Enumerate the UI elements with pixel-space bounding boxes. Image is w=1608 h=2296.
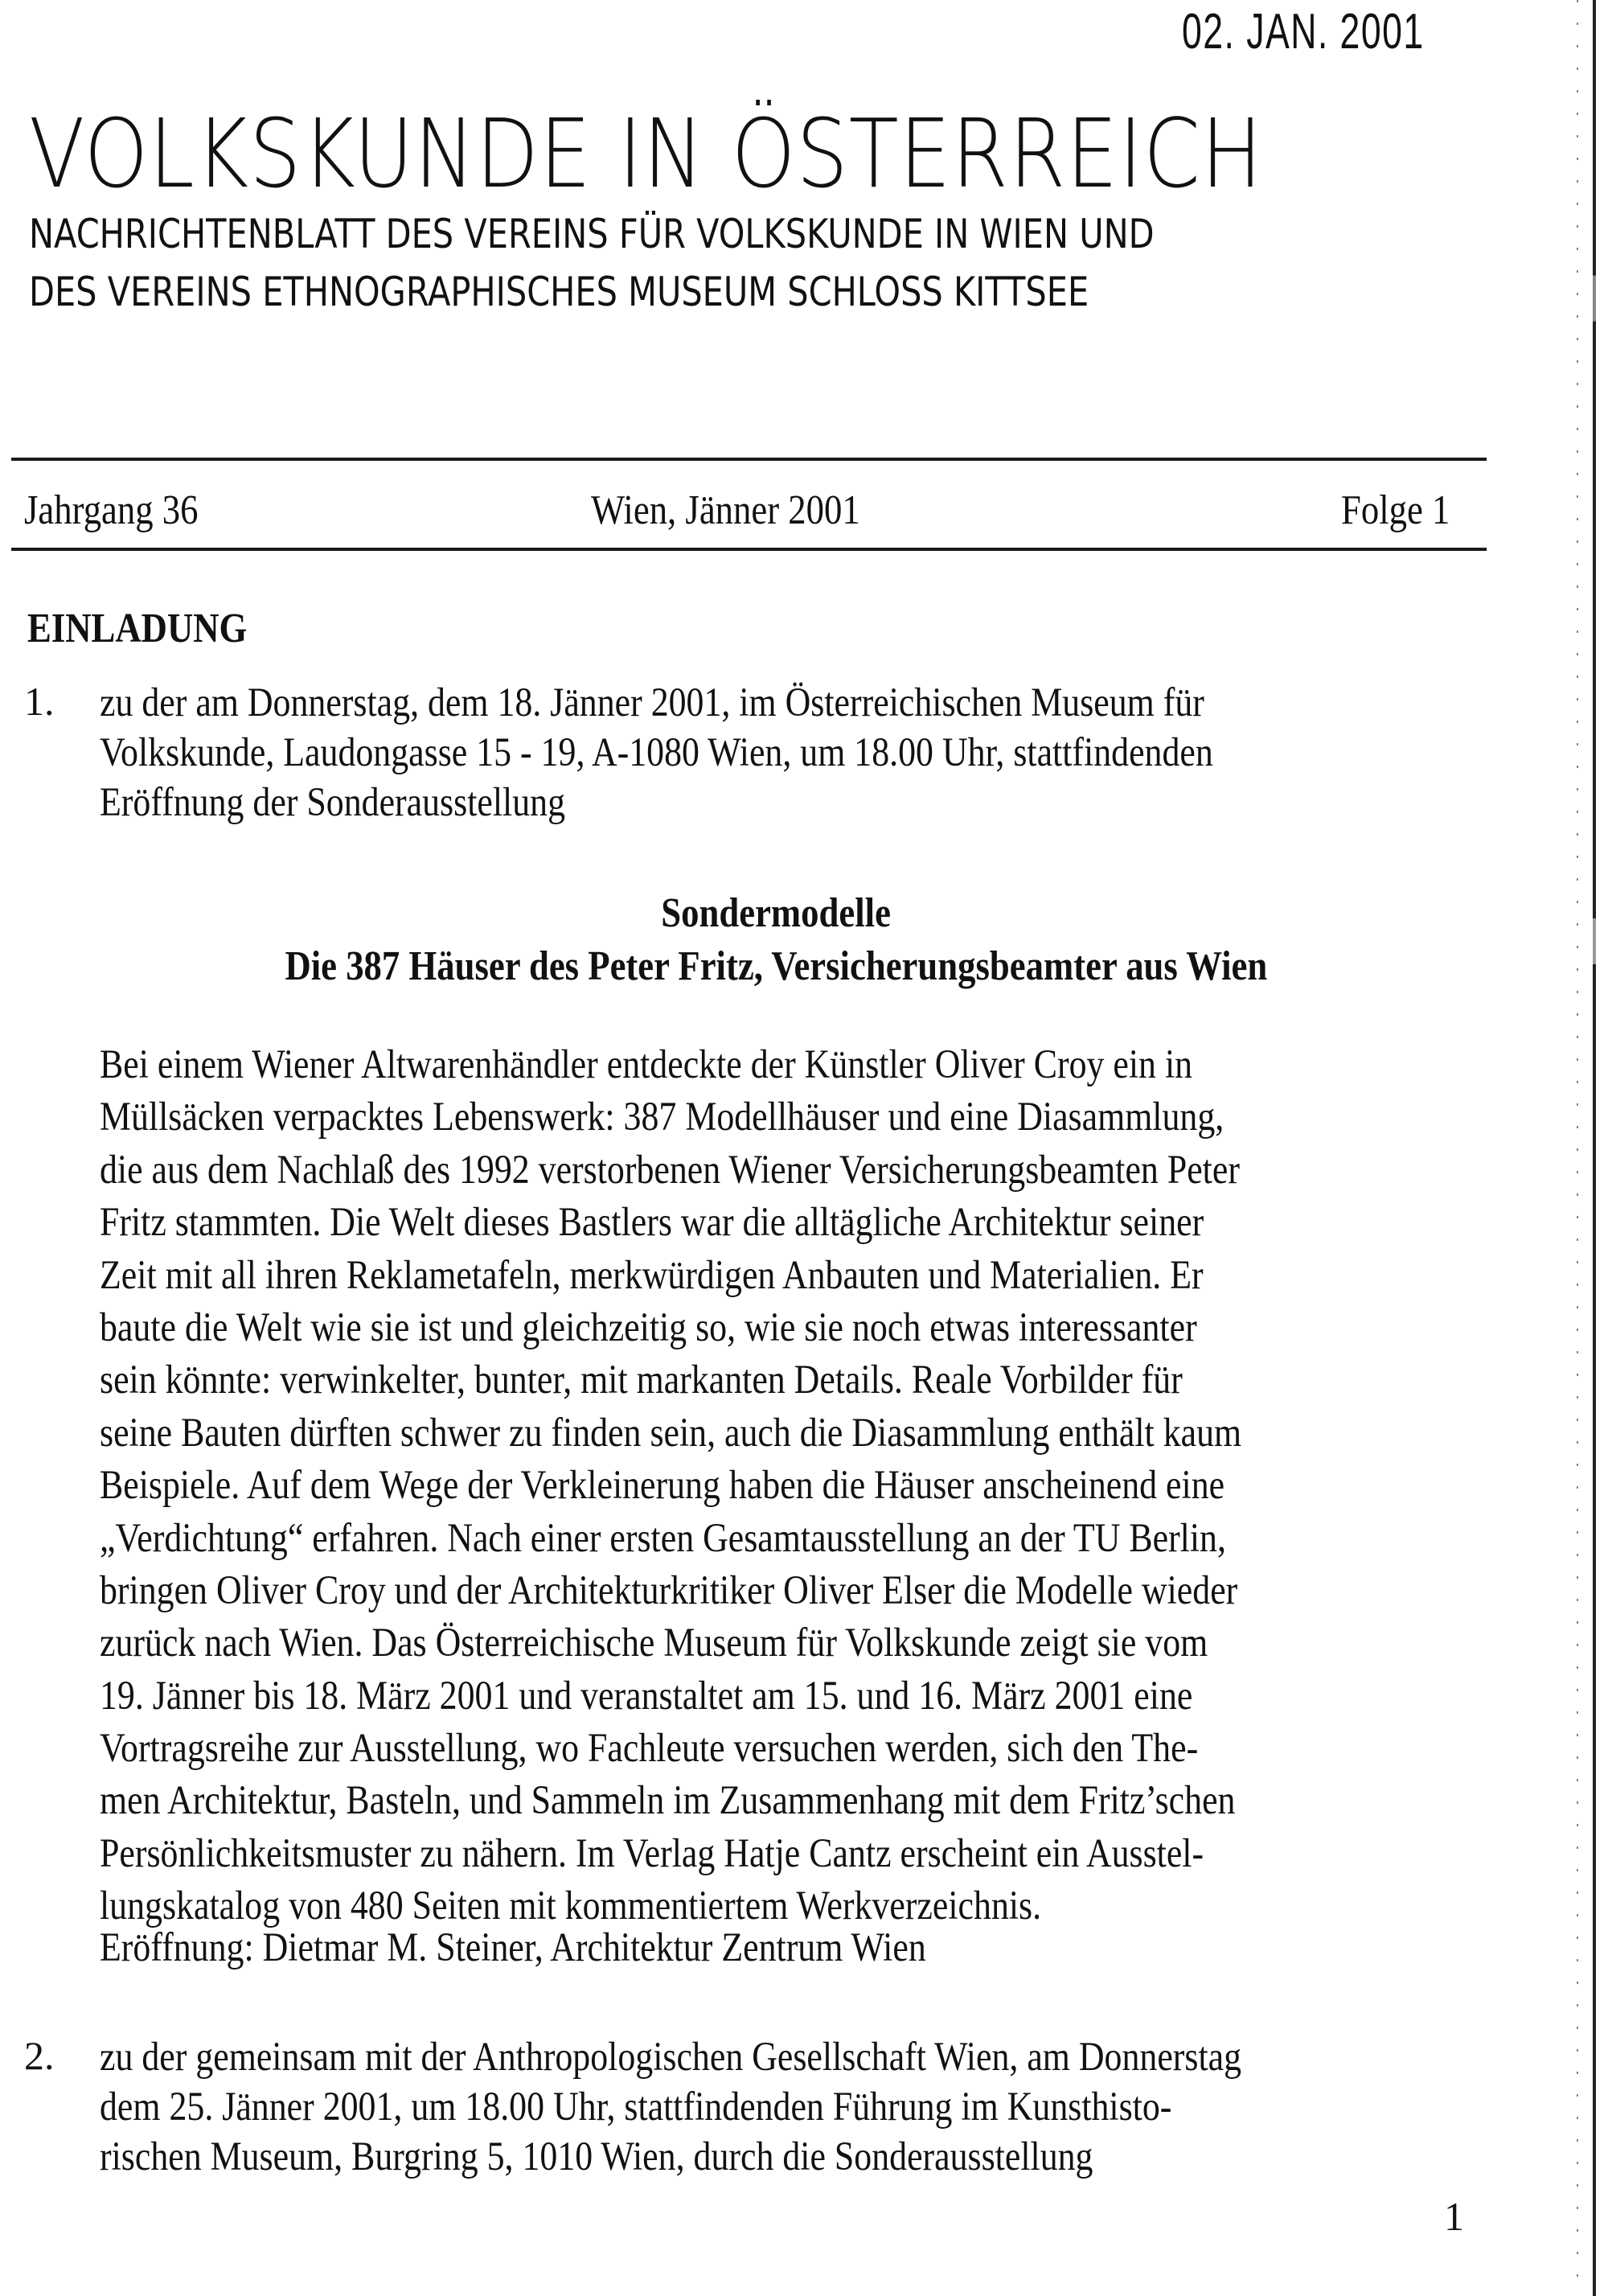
text-line: „Verdichtung“ erfahren. Nach einer ersten Gesamtausstellung an der TU Berlin, xyxy=(100,1515,1226,1561)
text-line: Beispiele. Auf dem Wege der Verkleinerung haben die Häuser anscheinend eine xyxy=(100,1463,1225,1509)
text-line: sein könnte: verwinkelter, bunter, mit markanten Details. Reale Vorbilder für xyxy=(100,1357,1183,1403)
text-line: Volkskunde, Laudongasse 15 - 19, A-1080 Wien, um 18.00 Uhr, stattfindenden xyxy=(100,730,1213,775)
exhibition-subtitle xyxy=(0,943,1552,990)
header-rule-top xyxy=(11,458,1487,461)
text-line: zurück nach Wien. Das Österreichische Museum für Volkskunde zeigt sie vom xyxy=(100,1620,1208,1666)
item-1-intro xyxy=(100,678,1394,828)
masthead-subtitle-line-2: DES VEREINS ETHNOGRAPHISCHES MUSEUM SCHLOSS KITTSEE xyxy=(29,269,1089,315)
exhibition-subtitle-text: Die 387 Häuser des Peter Fritz, Versicherungsbeamter aus Wien xyxy=(285,943,1267,989)
header-rule-bottom xyxy=(11,548,1487,551)
text-line: 19. Jänner bis 18. März 2001 und veranstaltet am 15. und 16. März 2001 eine xyxy=(100,1673,1193,1719)
section-heading: EINLADUNG xyxy=(27,606,248,651)
text-line: rischen Museum, Burgring 5, 1010 Wien, durch die Sonderausstellung xyxy=(100,2134,1093,2179)
page-number: 1 xyxy=(1444,2194,1464,2239)
text-line: Eröffnung der Sonderausstellung xyxy=(100,780,566,825)
text-line: baute die Welt wie sie ist und gleichzeitig so, wie sie noch etwas interessanter xyxy=(100,1304,1197,1350)
text-line: zu der gemeinsam mit der Anthropologischen Gesellschaft Wien, am Donnerstag xyxy=(100,2035,1242,2080)
exhibition-description xyxy=(100,1039,1427,1933)
item-number-1: 1. xyxy=(24,679,55,724)
text-line: die aus dem Nachlaß des 1992 verstorbenen Wiener Versicherungsbeamten Peter xyxy=(100,1147,1240,1193)
issue-number: Folge 1 xyxy=(1341,487,1450,533)
text-line: Zeit mit all ihren Reklametafeln, merkwürdigen Anbauten und Materialien. Er xyxy=(100,1252,1204,1298)
issue-volume: Jahrgang 36 xyxy=(24,487,199,533)
masthead-title: VOLKSKUNDE IN ÖSTERREICH xyxy=(29,98,1263,209)
issue-place-date: Wien, Jänner 2001 xyxy=(591,487,860,533)
text-line: Vortragsreihe zur Ausstellung, wo Fachleute versuchen werden, sich den The- xyxy=(100,1726,1199,1772)
text-line: zu der am Donnerstag, dem 18. Jänner 2001, im Österreichischen Museum für xyxy=(100,680,1204,725)
text-line: seine Bauten dürften schwer zu finden sein, auch die Diasammlung enthält kaum xyxy=(100,1410,1242,1456)
received-date-stamp: 02. JAN. 2001 xyxy=(1182,4,1425,60)
opening-speaker: Eröffnung: Dietmar M. Steiner, Architektur Zentrum Wien xyxy=(100,1925,926,1970)
exhibition-title xyxy=(0,889,1552,937)
text-line: Müllsäcken verpacktes Lebenswerk: 387 Modellhäuser und eine Diasammlung, xyxy=(100,1095,1224,1140)
scan-artifact-edge xyxy=(1593,0,1596,2296)
text-line: men Architektur, Basteln, und Sammeln im Zusammenhang mit dem Fritz’schen xyxy=(100,1778,1236,1824)
text-line: dem 25. Jänner 2001, um 18.00 Uhr, stattfindenden Führung im Kunsthisto- xyxy=(100,2084,1172,2130)
text-line: Fritz stammten. Die Welt dieses Bastlers war die alltägliche Architektur seiner xyxy=(100,1200,1204,1246)
text-line: lungskatalog von 480 Seiten mit kommentiertem Werkverzeichnis. xyxy=(100,1883,1042,1929)
exhibition-title-text: Sondermodelle xyxy=(661,890,891,936)
scan-artifact-dots xyxy=(1577,0,1578,2296)
text-line: Bei einem Wiener Altwarenhändler entdeckte der Künstler Oliver Croy ein in xyxy=(100,1042,1193,1087)
item-number-2: 2. xyxy=(24,2033,55,2078)
masthead-subtitle-line-1: NACHRICHTENBLATT DES VEREINS FÜR VOLKSKUNDE IN WIEN UND xyxy=(29,211,1155,257)
text-line: Persönlichkeitsmuster zu nähern. Im Verlag Hatje Cantz erscheint ein Ausstel- xyxy=(100,1830,1204,1876)
item-2-intro xyxy=(100,2032,1427,2182)
text-line: bringen Oliver Croy und der Architekturkritiker Oliver Elser die Modelle wieder xyxy=(100,1567,1238,1613)
